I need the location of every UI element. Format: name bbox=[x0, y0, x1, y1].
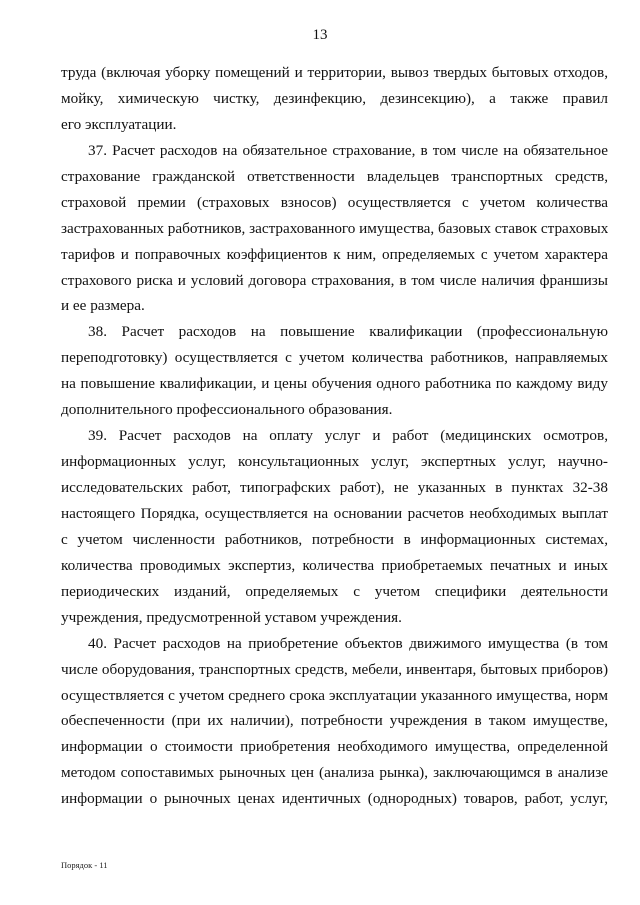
document-body bbox=[61, 60, 608, 812]
text-line: исследовательских работ, типографских работ), не указанных в пунктах 32-38 bbox=[61, 479, 608, 496]
text-line: учреждения, предусмотренной уставом учреждения. bbox=[61, 608, 402, 626]
page-number: 13 bbox=[312, 27, 328, 43]
text-line: количества проводимых экспертиз, количества приобретаемых печатных и иных bbox=[61, 556, 608, 574]
footer-note: Порядок - 11 bbox=[61, 860, 108, 870]
text-line: мойку, химическую чистку, дезинфекцию, дезинсекцию), а также правил bbox=[61, 89, 608, 107]
text-line: 39. Расчет расходов на оплату услуг и работ (медицинских осмотров, bbox=[88, 427, 608, 445]
text-line: страховой премии (страховых взносов) осуществляется с учетом количества bbox=[61, 193, 608, 211]
text-line: 40. Расчет расходов на приобретение объектов движимого имущества (в том bbox=[88, 634, 608, 652]
text-line: его эксплуатации. bbox=[61, 115, 177, 133]
paragraph-38 bbox=[61, 319, 608, 423]
text-line: страхование гражданской ответственности владельцев транспортных средств, bbox=[61, 167, 608, 185]
text-line: информации о рыночных ценах идентичных (однородных) товаров, работ, услуг, bbox=[61, 790, 608, 808]
paragraph-39 bbox=[61, 423, 608, 631]
text-line: осуществляется с учетом среднего срока эксплуатации указанного имущества, норм bbox=[61, 686, 608, 704]
paragraph-continued bbox=[61, 60, 608, 138]
paragraph-40 bbox=[61, 631, 608, 813]
text-line: с учетом численности работников, потребности в информационных системах, bbox=[61, 530, 608, 548]
text-line: информационных услуг, консультационных услуг, экспертных услуг, научно- bbox=[61, 453, 608, 471]
text-line: информации о стоимости приобретения необходимого имущества, определенной bbox=[61, 738, 608, 756]
text-line: на повышение квалификации, и цены обучения одного работника по каждому виду bbox=[61, 375, 608, 393]
text-line: труда (включая уборку помещений и территории, вывоз твердых бытовых отходов, bbox=[61, 64, 608, 81]
text-line: методом сопоставимых рыночных цен (анализа рынка), заключающимся в анализе bbox=[61, 764, 608, 782]
text-line: тарифов и поправочных коэффициентов к ним, определяемых с учетом характера bbox=[61, 245, 608, 263]
text-line: застрахованных работников, застрахованного имущества, базовых ставок страховых bbox=[61, 219, 608, 237]
text-line: 37. Расчет расходов на обязательное страхование, в том числе на обязательное bbox=[88, 141, 608, 159]
text-line: обеспеченности (при их наличии), потребности учреждения в таком имуществе, bbox=[61, 712, 608, 730]
text-line: числе оборудования, транспортных средств, мебели, инвентаря, бытовых приборов) bbox=[61, 660, 608, 678]
text-line: настоящего Порядка, осуществляется на основании расчетов необходимых выплат bbox=[61, 504, 608, 522]
text-line: переподготовку) осуществляется с учетом количества работников, направляемых bbox=[61, 349, 608, 367]
text-line: и ее размера. bbox=[61, 297, 145, 315]
text-line: периодических изданий, определяемых с учетом специфики деятельности bbox=[61, 582, 608, 600]
paragraph-37 bbox=[61, 138, 608, 320]
text-line: дополнительного профессионального образования. bbox=[61, 401, 393, 419]
text-line: 38. Расчет расходов на повышение квалификации (профессиональную bbox=[88, 323, 608, 341]
text-line: страхового риска и условий договора страхования, в том числе наличия франшизы bbox=[61, 271, 608, 289]
